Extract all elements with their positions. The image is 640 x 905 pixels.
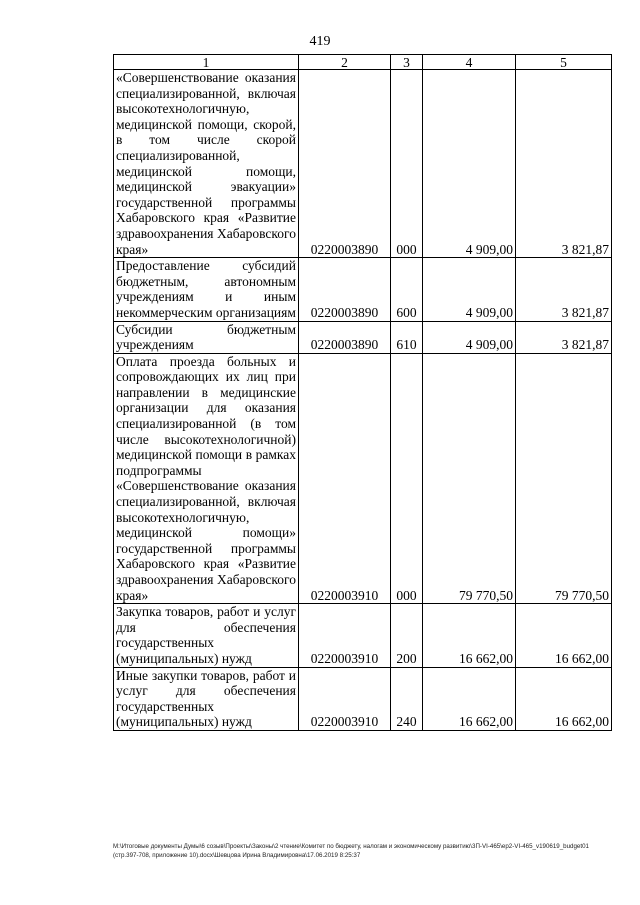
header-row bbox=[114, 55, 612, 70]
row-expense-type: 200 bbox=[391, 604, 423, 667]
row-plan-amount: 16 662,00 bbox=[423, 604, 516, 667]
header-col-4: 4 bbox=[423, 55, 516, 70]
table-row bbox=[114, 321, 612, 353]
row-plan-amount: 4 909,00 bbox=[423, 321, 516, 353]
row-fact-amount: 79 770,50 bbox=[516, 353, 612, 604]
row-name: «Совершенствование оказания специализированной, включая высокотехнологичную, медицинской помощи, скорой, в том числе скорой специализированной, медицинской помощи, медицинской эвакуации» государственной программы Хабаровского края «Развитие здравоохранения Хабаровского края» bbox=[114, 70, 299, 258]
row-name: Закупка товаров, работ и услуг для обеспечения государственных (муниципальных) нужд bbox=[114, 604, 299, 667]
row-name: Иные закупки товаров, работ и услуг для обеспечения государственных (муниципальных) нужд bbox=[114, 667, 299, 730]
table-row bbox=[114, 70, 612, 258]
table-row bbox=[114, 353, 612, 604]
table-row bbox=[114, 604, 612, 667]
row-expense-type: 000 bbox=[391, 353, 423, 604]
row-target-code: 0220003890 bbox=[299, 321, 391, 353]
row-plan-amount: 79 770,50 bbox=[423, 353, 516, 604]
row-plan-amount: 4 909,00 bbox=[423, 258, 516, 321]
page-number: 419 bbox=[309, 34, 331, 49]
header-col-3: 3 bbox=[391, 55, 423, 70]
table-row bbox=[114, 667, 612, 730]
header-col-5: 5 bbox=[516, 55, 612, 70]
row-name: Субсидии бюджетным учреждениям bbox=[114, 321, 299, 353]
row-expense-type: 240 bbox=[391, 667, 423, 730]
row-expense-type: 600 bbox=[391, 258, 423, 321]
row-target-code: 0220003910 bbox=[299, 667, 391, 730]
row-fact-amount: 3 821,87 bbox=[516, 321, 612, 353]
row-fact-amount: 3 821,87 bbox=[516, 70, 612, 258]
document-path-footer: M:\Итоговые документы Думы\6 созыв\Проекты\Законы\2 чтение\Комитет по бюджету, налогам и экономическому развитию\3П-VI-465\ep2-VI-465_v190619_budget01 (стр.397-708, приложение 10).docx\Шевцова Ирина Владимировна\17.06.2019 8:25:37 bbox=[113, 843, 589, 859]
row-fact-amount: 16 662,00 bbox=[516, 667, 612, 730]
row-target-code: 0220003910 bbox=[299, 604, 391, 667]
row-expense-type: 000 bbox=[391, 70, 423, 258]
row-target-code: 0220003910 bbox=[299, 353, 391, 604]
row-plan-amount: 4 909,00 bbox=[423, 70, 516, 258]
table-row bbox=[114, 258, 612, 321]
row-name: Предоставление субсидий бюджетным, автономным учреждениям и иным некоммерческим организациям bbox=[114, 258, 299, 321]
row-fact-amount: 16 662,00 bbox=[516, 604, 612, 667]
row-target-code: 0220003890 bbox=[299, 258, 391, 321]
row-expense-type: 610 bbox=[391, 321, 423, 353]
budget-table bbox=[113, 54, 612, 731]
row-fact-amount: 3 821,87 bbox=[516, 258, 612, 321]
row-name: Оплата проезда больных и сопровождающих их лиц при направлении в медицинские организации для оказания специализированной (в том числе высокотехнологичной) медицинской помощи в рамках подпрограммы «Совершенствование оказания специализированной, включая высокотехнологичную, медицинской помощи» государственной программы Хабаровского края «Развитие здравоохранения Хабаровского края» bbox=[114, 353, 299, 604]
header-col-1: 1 bbox=[114, 55, 299, 70]
header-col-2: 2 bbox=[299, 55, 391, 70]
row-plan-amount: 16 662,00 bbox=[423, 667, 516, 730]
row-target-code: 0220003890 bbox=[299, 70, 391, 258]
